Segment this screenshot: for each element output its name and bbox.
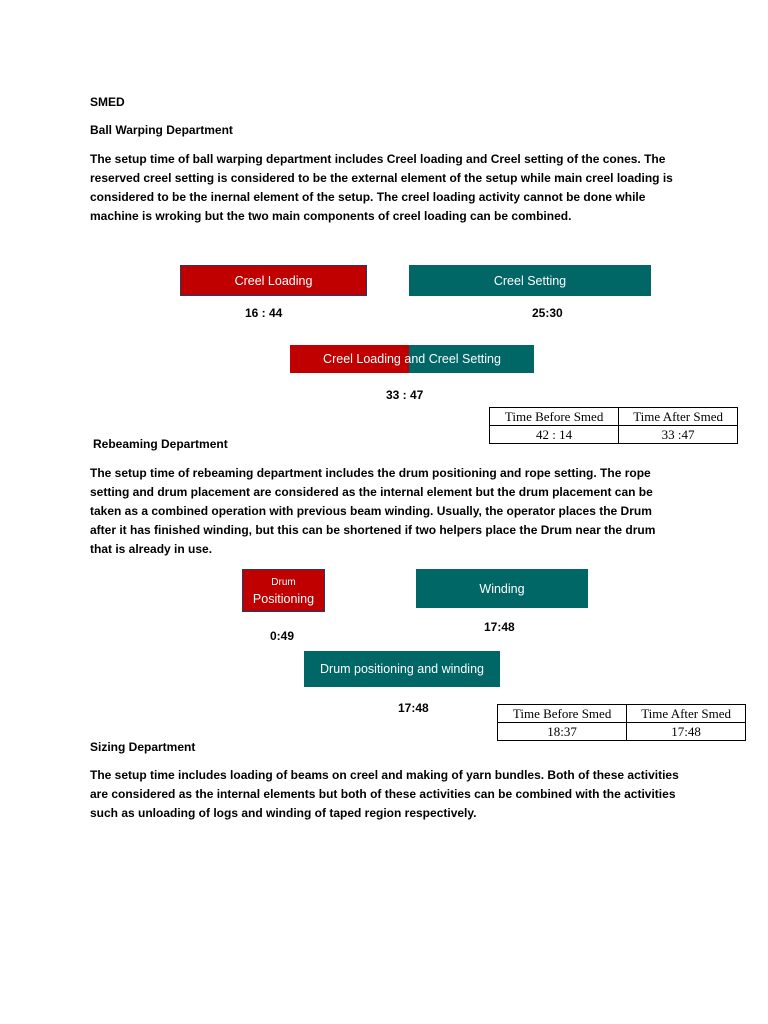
drum-positioning-box — [242, 569, 325, 612]
table-header-before: Time Before Smed — [490, 408, 619, 426]
table-header-before: Time Before Smed — [498, 705, 627, 723]
drum-positioning-time: 0:49 — [270, 629, 295, 643]
combined-creel-time: 33 : 47 — [386, 388, 424, 402]
table-cell-before: 18:37 — [498, 723, 627, 741]
drum-positioning-label-line2: Positioning — [252, 591, 315, 606]
table-row — [498, 723, 746, 741]
winding-time: 17:48 — [484, 620, 515, 634]
table-row — [490, 426, 738, 444]
rebeaming-paragraph: The setup time of rebeaming department includes the drum positioning and rope setting. The rope setting and drum placement are considered as the internal element but the drum placement can be taken as a combined operation with previous beam winding. Usually, the operator places the Drum after it has finished winding, but this can be shortened if two helpers place the Drum near the drum that is already in use. — [90, 466, 656, 556]
creel-setting-time: 25:30 — [532, 306, 563, 320]
combined-drum-time: 17:48 — [398, 701, 429, 715]
table-header-after: Time After Smed — [619, 408, 738, 426]
sizing-heading: Sizing Department — [90, 740, 196, 754]
creel-loading-label: Creel Loading — [234, 273, 313, 288]
table-header-after: Time After Smed — [627, 705, 746, 723]
combined-creel-label-left: Creel Loading — [323, 352, 401, 366]
drum-positioning-label-line1: Drum — [271, 576, 296, 588]
combined-drum-box — [304, 651, 500, 687]
sizing-paragraph: The setup time includes loading of beams on creel and making of yarn bundles. Both of these activities are considered as the internal elements but both of these activities can be combined with the activities such as unloading of logs and winding of taped region respectively. — [90, 768, 679, 820]
rebeaming-heading: Rebeaming Department — [93, 437, 228, 451]
table-cell-after: 33 :47 — [619, 426, 738, 444]
table-row — [498, 705, 746, 723]
ball-warping-time-table — [489, 407, 738, 444]
creel-loading-time: 16 : 44 — [245, 306, 283, 320]
combined-creel-box — [290, 345, 534, 373]
creel-setting-label: Creel Setting — [493, 273, 567, 288]
table-cell-before: 42 : 14 — [490, 426, 619, 444]
page-title: SMED — [90, 95, 125, 109]
creel-loading-box — [180, 265, 367, 296]
table-cell-after: 17:48 — [627, 723, 746, 741]
combined-creel-label-right: and Creel Setting — [400, 352, 501, 366]
ball-warping-paragraph: The setup time of ball warping department includes Creel loading and Creel setting of the cones. The reserved creel setting is considered to be the external element of the setup while main creel loading is considered to be the inernal element of the setup. The creel loading activity cannot be done while machine is wroking but the two main components of creel loading can be combined. — [90, 152, 673, 223]
combined-drum-label: Drum positioning and winding — [320, 662, 484, 676]
winding-box — [416, 569, 588, 608]
rebeaming-time-table — [497, 704, 746, 741]
table-row — [490, 408, 738, 426]
creel-setting-box — [409, 265, 651, 296]
ball-warping-heading: Ball Warping Department — [90, 123, 233, 137]
winding-label: Winding — [479, 581, 525, 596]
combined-creel-label — [290, 345, 534, 373]
